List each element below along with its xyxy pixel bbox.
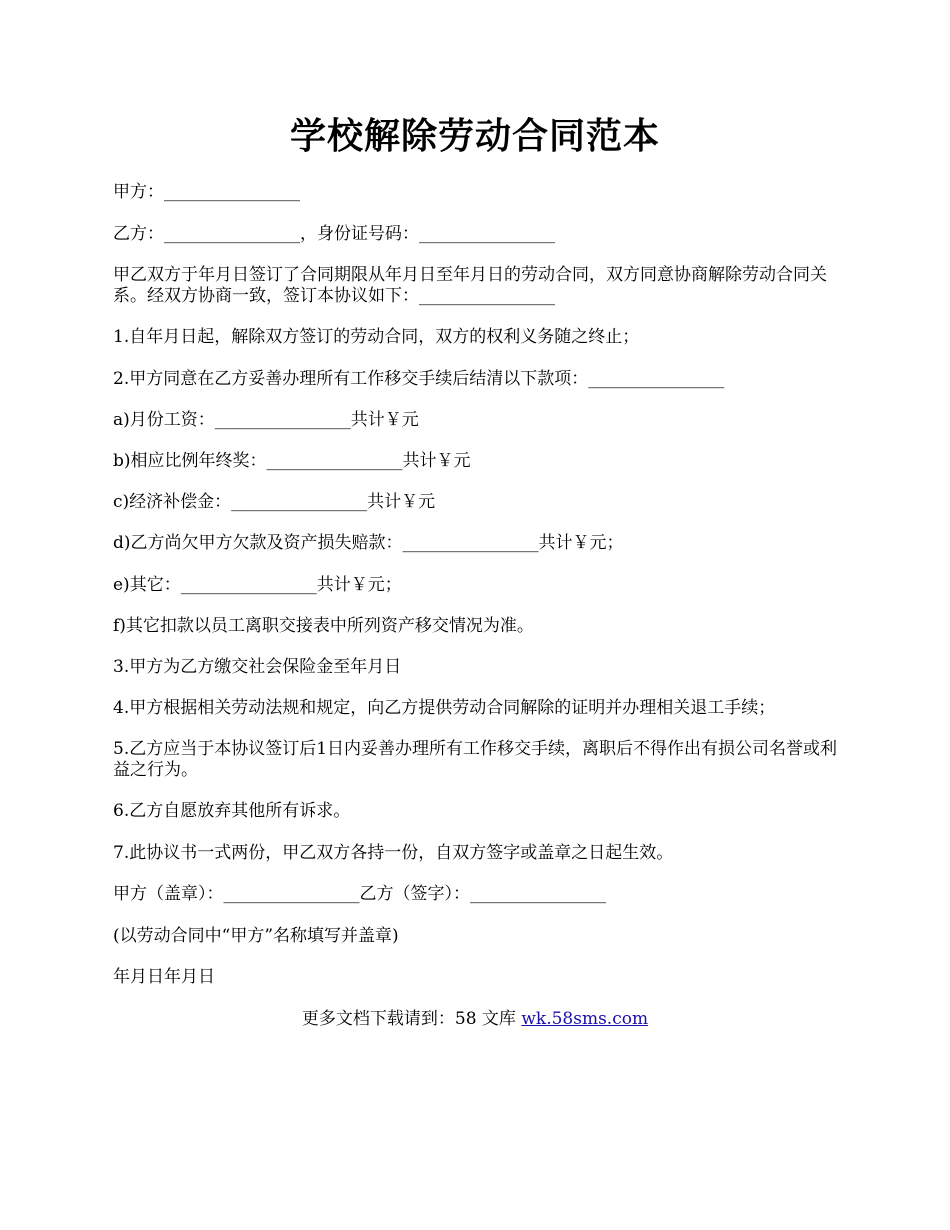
clause-2: 2.甲方同意在乙方妥善办理所有工作移交手续后结清以下款项：________________ <box>113 369 725 389</box>
clause-3: 3.甲方为乙方缴交社会保险金至年月日 <box>113 657 402 677</box>
item-f: f)其它扣款以员工离职交接表中所列资产移交情况为准。 <box>113 616 534 636</box>
footer <box>0 1009 950 1030</box>
footer-link[interactable]: wk.58sms.com <box>521 1009 649 1029</box>
clause-6: 6.乙方自愿放弃其他所有诉求。 <box>113 801 351 821</box>
intro-paragraph: 甲乙双方于年月日签订了合同期限从年月日至年月日的劳动合同，双方同意协商解除劳动合同关系。经双方协商一致，签订本协议如下：________________ <box>113 265 827 306</box>
item-e: e)其它：________________共计￥元； <box>113 575 402 595</box>
document-title: 学校解除劳动合同范本 <box>289 115 660 157</box>
clause-4: 4.甲方根据相关劳动法规和规定，向乙方提供劳动合同解除的证明并办理相关退工手续； <box>113 698 776 718</box>
clause-5: 5.乙方应当于本协议签订后1日内妥善办理所有工作移交手续，离职后不得作出有损公司名誉或利益之行为。 <box>113 739 838 780</box>
party-a-line: 甲方：________________ <box>113 182 300 202</box>
signature-line: 甲方（盖章）：________________乙方（签字）：________________ <box>113 884 606 904</box>
party-b-line: 乙方：________________，身份证号码：________________ <box>113 224 555 244</box>
item-c: c)经济补偿金：________________共计￥元 <box>113 492 436 512</box>
seal-note: (以劳动合同中“甲方”名称填写并盖章) <box>113 926 399 946</box>
item-a: a)月份工资：________________共计￥元 <box>113 410 419 430</box>
item-b: b)相应比例年终奖：________________共计￥元 <box>113 451 471 471</box>
date-line: 年月日年月日 <box>113 967 215 987</box>
item-d: d)乙方尚欠甲方欠款及资产损失赔款：________________共计￥元； <box>113 533 624 553</box>
clause-1: 1.自年月日起，解除双方签订的劳动合同，双方的权利义务随之终止； <box>113 327 640 347</box>
clause-7: 7.此协议书一式两份，甲乙双方各持一份，自双方签字或盖章之日起生效。 <box>113 843 674 863</box>
footer-text: 更多文档下载请到：58 文库 <box>301 1009 522 1029</box>
